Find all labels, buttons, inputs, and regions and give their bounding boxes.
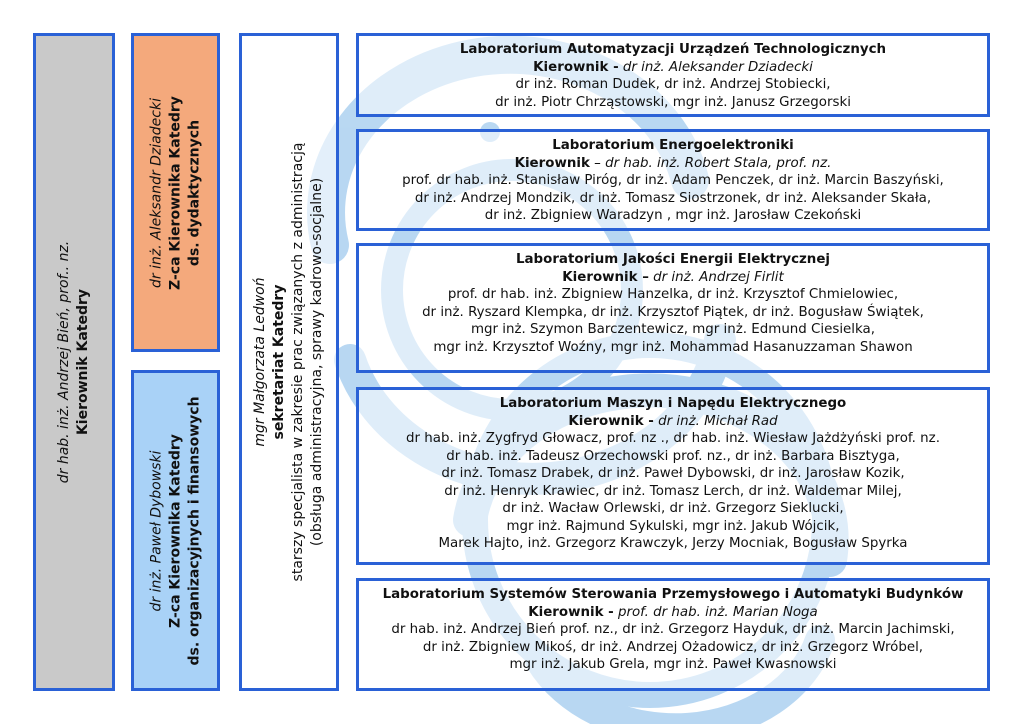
lab-member-line: mgr inż. Szymon Barczentewicz, mgr inż. Edmund Ciesielka, [470,322,875,337]
lab-title: Laboratorium Maszyn i Napędu Elektrycznego [499,396,847,411]
lab-member-line: mgr inż. Rajmund Sykulski, mgr inż. Jakub Wójcik, [506,518,840,534]
lab-head [359,155,987,173]
secretariat-role: sekretariat Katedry [271,284,287,440]
lab-head-label: Kierownik – [562,269,649,285]
deputy-org-scope: ds. organizacyjnych i finansowych [186,395,202,666]
secretariat-box [239,33,339,691]
lab-head-name: prof. dr hab. inż. Marian Noga [617,604,818,620]
lab-member-line: Marek Hajto, inż. Grzegorz Krawczyk, Jerzy Mocniak, Bogusław Spyrka [438,536,908,551]
lab-head-label: Kierownik - [528,604,614,620]
lab-head-name: dr inż. Aleksander Dziadecki [622,59,813,75]
lab-box-automation [356,33,990,117]
deputy-didactic-box [131,33,220,352]
deputy-didactic-name: dr inż. Aleksandr Dziadecki [148,97,164,288]
lab-title: Laboratorium Energoelektroniki [552,138,794,153]
lab-head-name: dr inż. Michał Rad [658,413,778,429]
deputy-org-box [131,370,220,691]
lab-member-line: dr inż. Andrzej Mondzik, dr inż. Tomasz Siostrzonek, dr inż. Aleksander Skała, [414,190,932,206]
lab-box-power-electronics [356,129,990,231]
lab-box-control-systems [356,578,990,691]
lab-member-line: dr inż. Wacław Orlewski, dr inż. Grzegorz Sieklucki, [502,501,844,516]
deputy-org-role: Z-ca Kierownika Katedry [167,433,183,628]
lab-head [359,269,987,287]
lab-member-line: dr inż. Zbigniew Waradzyn , mgr inż. Jarosław Czekoński [484,208,862,223]
deputy-didactic-scope: ds. dydaktycznych [186,119,202,266]
lab-head [359,413,987,431]
lab-head [359,604,987,622]
lab-head-label: Kierownik - [533,59,619,75]
lab-member-line: dr inż. Tomasz Drabek, dr inż. Paweł Dybowski, dr inż. Jarosław Kozik, [441,466,905,481]
lab-head-name: dr inż. Andrzej Firlit [653,269,784,285]
lab-head [359,59,987,77]
lab-box-power-quality [356,243,990,373]
deputy-didactic-role: Z-ca Kierownika Katedry [167,95,183,290]
lab-member-line: dr inż. Piotr Chrząstowski, mgr inż. Janusz Grzegorski [495,94,851,110]
lab-member-line: dr inż. Ryszard Klempka, dr inż. Krzysztof Piątek, dr inż. Bogusław Świątek, [422,304,924,320]
head-of-department-box [33,33,115,691]
secretariat-name: mgr Małgorzata Ledwoń [252,277,268,447]
lab-member-line: dr inż. Zbigniew Mikoś, dr inż. Andrzej Ożadowicz, dr inż. Grzegorz Wróbel, [422,639,924,655]
head-name: dr hab. inż. Andrzej Bień, prof.. nz. [56,240,72,484]
lab-member-line: dr hab. inż. Andrzej Bień prof. nz., dr inż. Grzegorz Hayduk, dr inż. Marcin Jachimski, [391,622,955,637]
lab-box-machines-drives [356,387,990,565]
lab-member-line: dr inż. Henryk Krawiec, dr inż. Tomasz Lerch, dr inż. Waldemar Milej, [444,483,902,499]
lab-title: Laboratorium Automatyzacji Urządzeń Technologicznych [459,42,887,57]
lab-member-line: mgr inż. Krzysztof Woźny, mgr inż. Mohammad Hasanuzzaman Shawon [433,339,913,355]
lab-title: Laboratorium Jakości Energii Elektrycznej [515,252,831,267]
lab-member-line: prof. dr hab. inż. Zbigniew Hanzelka, dr inż. Krzysztof Chmielowiec, [447,287,899,302]
lab-head-name: – dr hab. inż. Robert Stala, prof. nz. [594,155,832,171]
lab-member-line: prof. dr hab. inż. Stanisław Piróg, dr inż. Adam Penczek, dr inż. Marcin Baszyński, [402,173,944,188]
lab-title: Laboratorium Systemów Sterowania Przemysłowego i Automatyki Budynków [382,587,964,602]
secretariat-desc-1: starszy specjalista w zakresie prac związanych z administracją [290,142,306,582]
deputy-didactic-text [147,96,204,290]
head-of-department-text [55,241,93,484]
lab-member-line: dr hab. inż. Zygfryd Głowacz, prof. nz ., dr hab. inż. Wiesław Jażdżyński prof. nz. [406,431,940,446]
secretariat-text [251,143,327,582]
deputy-org-name: dr inż. Paweł Dybowski [148,450,164,611]
secretariat-desc-2: (obsługa administracyjna, sprawy kadrowo-socjalne) [309,177,325,547]
lab-member-line: dr inż. Roman Dudek, dr inż. Andrzej Stobiecki, [515,77,831,92]
lab-member-line: dr hab. inż. Tadeusz Orzechowski prof. nz., dr inż. Barbara Bisztyga, [446,448,900,464]
lab-head-label: Kierownik - [568,413,654,429]
lab-member-line: mgr inż. Jakub Grela, mgr inż. Paweł Kwasnowski [509,657,837,672]
deputy-org-text [147,396,204,665]
lab-head-label: Kierownik [514,155,590,171]
head-role: Kierownik Katedry [75,288,91,436]
